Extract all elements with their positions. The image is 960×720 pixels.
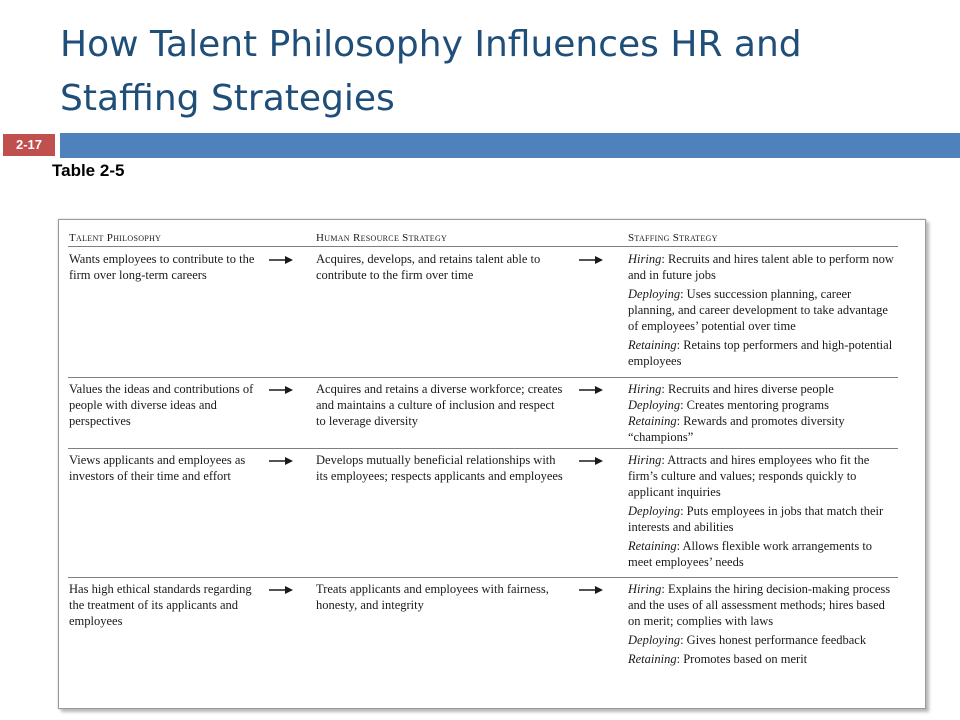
table-row xyxy=(68,448,898,577)
hr-cell: Develops mutually beneficial relationships with its employees; respects applicants and employees xyxy=(316,453,563,483)
table-label: Table 2-5 xyxy=(52,161,125,180)
header-staffing-strategy: Staffing Strategy xyxy=(628,232,718,244)
table-image-frame xyxy=(58,219,926,709)
right-arrow-icon xyxy=(578,383,604,397)
hiring-entry: Hiring: Explains the hiring decision-making process and the uses of all assessment methods; hires based on merit; complies with laws xyxy=(628,582,891,628)
table-row xyxy=(68,577,898,696)
hr-cell: Acquires and retains a diverse workforce; creates and maintains a culture of inclusion and respect to leverage diversity xyxy=(316,382,563,428)
table-header xyxy=(68,228,898,247)
talent-cell: Wants employees to contribute to the firm over long-term careers xyxy=(69,252,255,282)
hr-cell: Treats applicants and employees with fairness, honesty, and integrity xyxy=(316,582,549,612)
title-underline-bar xyxy=(60,133,960,158)
right-arrow-icon xyxy=(268,454,294,468)
right-arrow-icon xyxy=(268,253,294,267)
right-arrow-icon xyxy=(578,454,604,468)
talent-cell: Has high ethical standards regarding the treatment of its applicants and employees xyxy=(69,582,252,628)
hiring-entry: Hiring: Attracts and hires employees who fit the firm’s culture and values; responds quickly to applicant inquiries xyxy=(628,453,870,499)
retaining-entry: Retaining: Allows flexible work arrangements to meet employees’ needs xyxy=(628,539,873,569)
deploying-entry: Deploying: Creates mentoring programs xyxy=(628,398,829,412)
deploying-entry: Deploying: Puts employees in jobs that match their interests and abilities xyxy=(628,504,884,534)
retaining-entry: Retaining: Retains top performers and high-potential employees xyxy=(628,338,893,368)
retaining-entry: Retaining: Promotes based on merit xyxy=(628,652,808,666)
deploying-entry: Deploying: Gives honest performance feedback xyxy=(628,633,867,647)
staffing-cell xyxy=(628,452,898,573)
staffing-cell xyxy=(628,251,898,372)
slide-title: How Talent Philosophy Influences HR and Staffing Strategies xyxy=(60,24,802,119)
retaining-entry: Retaining: Rewards and promotes diversity “champions” xyxy=(628,414,845,444)
right-arrow-icon xyxy=(578,583,604,597)
right-arrow-icon xyxy=(268,583,294,597)
header-hr-strategy: Human Resource Strategy xyxy=(316,232,448,244)
talent-cell: Values the ideas and contributions of people with diverse ideas and perspectives xyxy=(69,382,254,428)
table-row xyxy=(68,247,898,377)
staffing-cell xyxy=(628,381,898,445)
talent-cell: Views applicants and employees as investors of their time and effort xyxy=(69,453,246,483)
deploying-entry: Deploying: Uses succession planning, career planning, and career development to take advantage of employees’ potential over time xyxy=(628,287,888,333)
hiring-entry: Hiring: Recruits and hires diverse people xyxy=(628,382,834,396)
talent-philosophy-table xyxy=(68,228,898,696)
right-arrow-icon xyxy=(268,383,294,397)
header-talent-philosophy: Talent Philosophy xyxy=(69,232,162,244)
staffing-cell xyxy=(628,581,898,670)
hr-cell: Acquires, develops, and retains talent able to contribute to the firm over time xyxy=(316,252,541,282)
hiring-entry: Hiring: Recruits and hires talent able to perform now and in future jobs xyxy=(628,252,894,282)
table-row xyxy=(68,377,898,448)
right-arrow-icon xyxy=(578,253,604,267)
slide-number-badge: 2-17 xyxy=(3,134,55,156)
